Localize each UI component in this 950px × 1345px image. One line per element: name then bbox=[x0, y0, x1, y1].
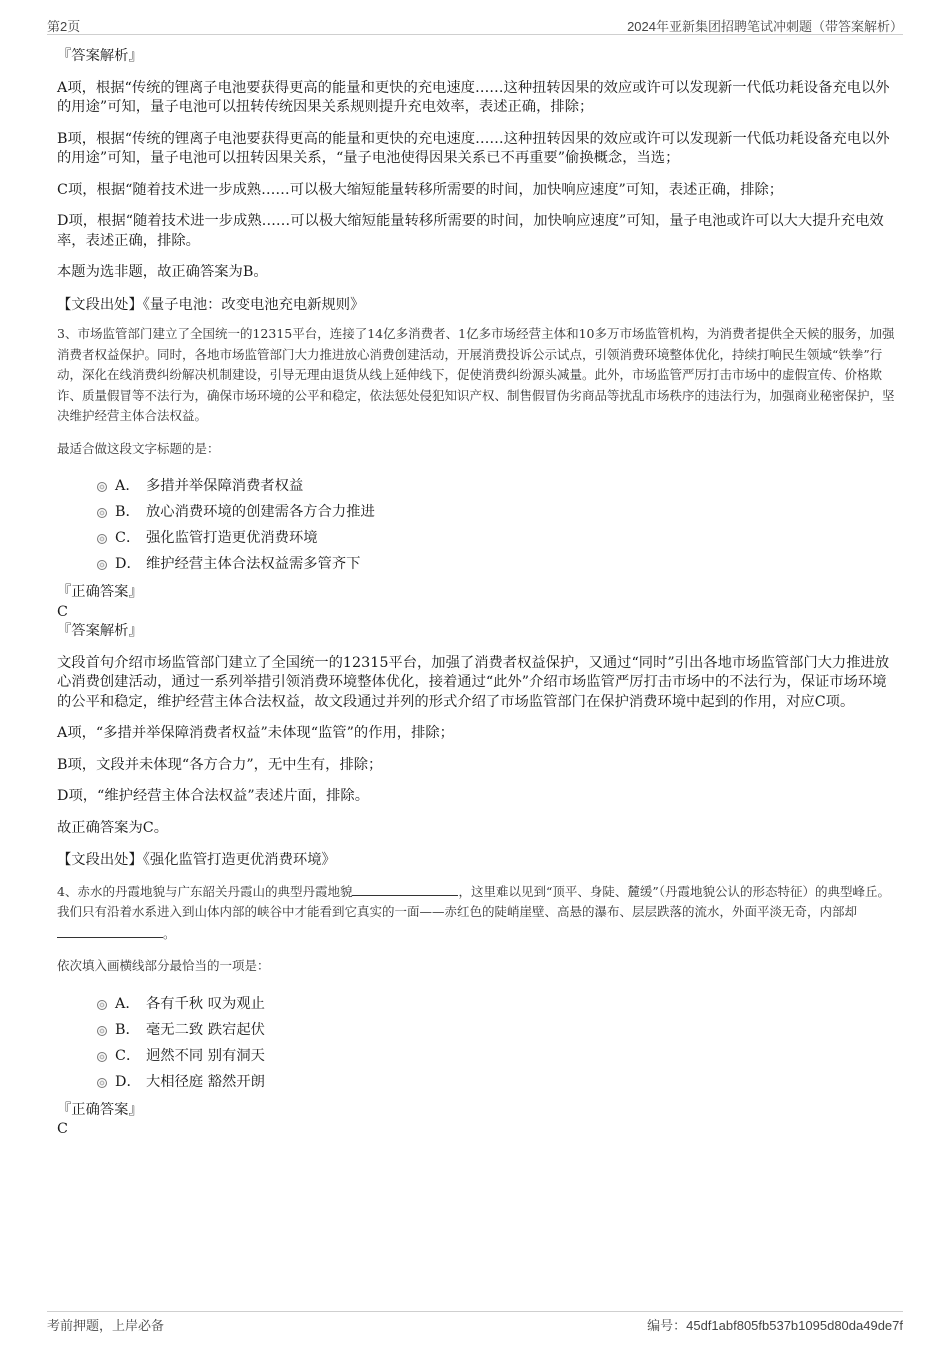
analysis-conclusion: 故正确答案为C。 bbox=[57, 819, 169, 836]
analysis-paragraph: 文段首句介绍市场监管部门建立了全国统一的12315平台，加强了消费者权益保护，又通过“同时”引出各地市场监管部门大力推进放心消费创建活动，通过一系列举措引领消费环境整体优化，接着通过“此外”介绍市场监管严厉打击市场中的不法行为，保证市场环境的公平和稳定，维护经营主体合法权益，故文段通过并列的形式介绍了市场监管部门在保护消费环境中起到的作用，对应C项。 bbox=[57, 654, 890, 710]
fill-blank-1 bbox=[352, 881, 458, 896]
analysis-paragraph: D项，“维护经营主体合法权益”表述片面，排除。 bbox=[57, 788, 370, 804]
source-citation: 【文段出处】《量子电池：改变电池充电新规则》 bbox=[57, 296, 365, 313]
answer-value: C bbox=[57, 603, 68, 620]
analysis-paragraph: A项，根据“传统的锂离子电池要获得更高的能量和更快的充电速度……这种扭转因果的效应或许可以发现新一代低功耗设备充电以外的用途”可知，量子电池可以扭转传统因果关系规则提升充电效率，表述正确，排除； bbox=[57, 79, 890, 115]
analysis-label: 『答案解析』 bbox=[57, 623, 143, 639]
analysis-paragraph: B项，文段并未体现“各方合力”，无中生有，排除； bbox=[57, 756, 383, 773]
question-prompt: 依次填入画横线部分最恰当的一项是： bbox=[57, 958, 270, 973]
option-c[interactable]: C． 强化监管打造更优消费环境 bbox=[97, 525, 897, 551]
radio-icon[interactable] bbox=[97, 1000, 107, 1010]
page-number: 第2页 bbox=[47, 19, 81, 34]
analysis-paragraph: C项，根据“随着技术进一步成熟……可以极大缩短能量转移所需要的时间，加快响应速度”可知，表述正确，排除； bbox=[57, 181, 784, 198]
document-title: 2024年亚新集团招聘笔试冲刺题（带答案解析） bbox=[627, 19, 903, 34]
radio-icon[interactable] bbox=[97, 1078, 107, 1088]
radio-icon[interactable] bbox=[97, 508, 107, 518]
question-stem: 3、市场监管部门建立了全国统一的12315平台，连接了14亿多消费者、1亿多市场经营主体和10多万市场监管机构，为消费者提供全天候的服务，加强消费者权益保护。同时，各地市场监管部门大力推进放心消费创建活动，开展消费投诉公示试点，引领消费环境整体优化，持续打响民生领域“铁拳”行动，深化在线消费纠纷解决机制建设，引导无理由退货从线上延伸线下，促使消费纠纷源头减量。此外，市场监管严厉打击市场中的虚假宣传、价格欺诈、质量假冒等不法行为，确保市场环境的公平和稳定，依法惩处侵犯知识产权、制售假冒伪劣商品等扰乱市场秩序的违法行为，加强商业秘密保护，坚决维护经营主体合法权益。 bbox=[57, 326, 895, 423]
radio-icon[interactable] bbox=[97, 1052, 107, 1062]
document-code: 编号：45df1abf805fb537b1095d80da49de7f bbox=[647, 1318, 903, 1333]
option-b[interactable]: B． 放心消费环境的创建需各方合力推进 bbox=[97, 499, 897, 525]
question-stem: 4、赤水的丹霞地貌与广东韶关丹霞山的典型丹霞地貌 ，这里难以见到“顶平、身陡、麓缓”（丹霞地貌公认的形态特征）的典型峰丘。我们只有沿着水系进入到山体内部的峡谷中才能看到它真实的一面——赤红色的陡峭崖壁、高悬的瀑布、层层跌落的流水，外面平淡无奇，内部却。 bbox=[57, 881, 897, 945]
page-content bbox=[57, 47, 897, 1140]
radio-icon[interactable] bbox=[97, 534, 107, 544]
analysis-conclusion: 本题为选非题，故正确答案为B。 bbox=[57, 264, 268, 280]
option-c[interactable]: C． 迥然不同 别有洞天 bbox=[97, 1043, 897, 1069]
option-a[interactable]: A． 多措并举保障消费者权益 bbox=[97, 473, 897, 499]
option-d[interactable]: D． 大相径庭 豁然开朗 bbox=[97, 1069, 897, 1095]
option-d[interactable]: D． 维护经营主体合法权益需多管齐下 bbox=[97, 551, 897, 577]
footer-slogan: 考前押题，上岸必备 bbox=[47, 1318, 165, 1333]
option-a[interactable]: A． 各有千秋 叹为观止 bbox=[97, 991, 897, 1017]
option-b[interactable]: B． 毫无二致 跌宕起伏 bbox=[97, 1017, 897, 1043]
radio-icon[interactable] bbox=[97, 560, 107, 570]
analysis-paragraph: D项，根据“随着技术进一步成熟……可以极大缩短能量转移所需要的时间，加快响应速度”可知，量子电池或许可以大大提升充电效率，表述正确，排除。 bbox=[57, 213, 884, 249]
question-prompt: 最适合做这段文字标题的是： bbox=[57, 440, 220, 456]
analysis-paragraph: A项，“多措并举保障消费者权益”未体现“监管”的作用，排除； bbox=[57, 725, 454, 741]
answer-label: 『正确答案』 bbox=[57, 1101, 143, 1118]
page-footer bbox=[47, 1311, 903, 1334]
radio-icon[interactable] bbox=[97, 482, 107, 492]
answer-value: C bbox=[57, 1121, 68, 1137]
answer-label: 『正确答案』 bbox=[57, 584, 143, 600]
page-header bbox=[47, 14, 903, 35]
radio-icon[interactable] bbox=[97, 1026, 107, 1036]
analysis-paragraph: B项，根据“传统的锂离子电池要获得更高的能量和更快的充电速度……这种扭转因果的效应或许可以发现新一代低功耗设备充电以外的用途”可知，量子电池可以扭转因果关系，“量子电池使得因果关系已不再重要”偷换概念，当选； bbox=[57, 130, 890, 166]
fill-blank-2 bbox=[57, 923, 163, 938]
analysis-label: 『答案解析』 bbox=[57, 48, 143, 64]
source-citation: 【文段出处】《强化监管打造更优消费环境》 bbox=[57, 852, 336, 868]
